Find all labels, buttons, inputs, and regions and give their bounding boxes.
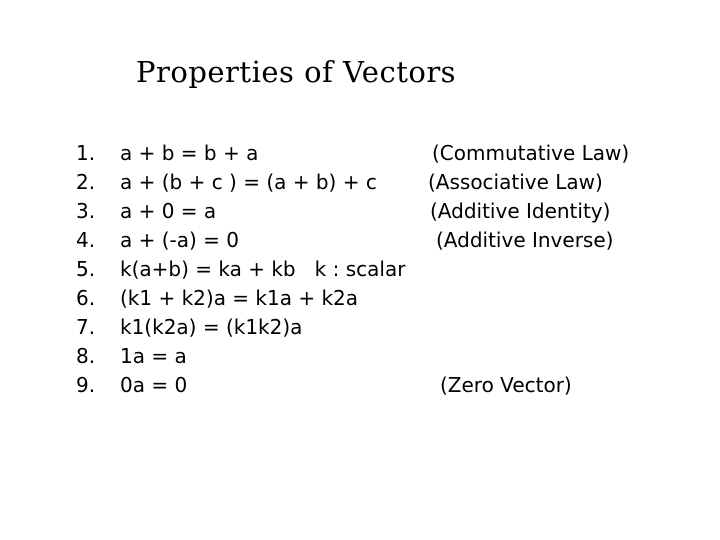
item-number: 6. bbox=[76, 286, 96, 310]
item-expression: 1a = a bbox=[120, 344, 187, 368]
item-expression: k1(k2a) = (k1k2)a bbox=[120, 315, 303, 339]
item-number: 4. bbox=[76, 228, 96, 252]
item-note: (Zero Vector) bbox=[440, 373, 572, 397]
property-item-2 bbox=[0, 167, 720, 197]
property-item-5 bbox=[0, 254, 720, 284]
property-item-6 bbox=[0, 283, 720, 313]
item-number: 2. bbox=[76, 170, 96, 194]
property-item-7 bbox=[0, 312, 720, 342]
item-expression: a + 0 = a bbox=[120, 199, 217, 223]
slide-title: Properties of Vectors bbox=[136, 55, 457, 89]
item-number: 8. bbox=[76, 344, 96, 368]
item-expression: 0a = 0 bbox=[120, 373, 188, 397]
item-expression: a + (-a) = 0 bbox=[120, 228, 240, 252]
item-number: 9. bbox=[76, 373, 96, 397]
item-expression: a + b = b + a bbox=[120, 141, 259, 165]
property-item-3 bbox=[0, 196, 720, 226]
item-expression: k(a+b) = ka + kb k : scalar bbox=[120, 257, 406, 281]
item-number: 7. bbox=[76, 315, 96, 339]
item-note: (Commutative Law) bbox=[432, 141, 630, 165]
property-item-9 bbox=[0, 370, 720, 400]
item-number: 3. bbox=[76, 199, 96, 223]
item-note: (Additive Identity) bbox=[430, 199, 611, 223]
property-item-1 bbox=[0, 138, 720, 168]
property-item-4 bbox=[0, 225, 720, 255]
item-expression: (k1 + k2)a = k1a + k2a bbox=[120, 286, 359, 310]
item-expression: a + (b + c ) = (a + b) + c bbox=[120, 170, 377, 194]
item-note: (Additive Inverse) bbox=[436, 228, 614, 252]
item-number: 1. bbox=[76, 141, 96, 165]
property-item-8 bbox=[0, 341, 720, 371]
item-number: 5. bbox=[76, 257, 96, 281]
item-note: (Associative Law) bbox=[428, 170, 603, 194]
